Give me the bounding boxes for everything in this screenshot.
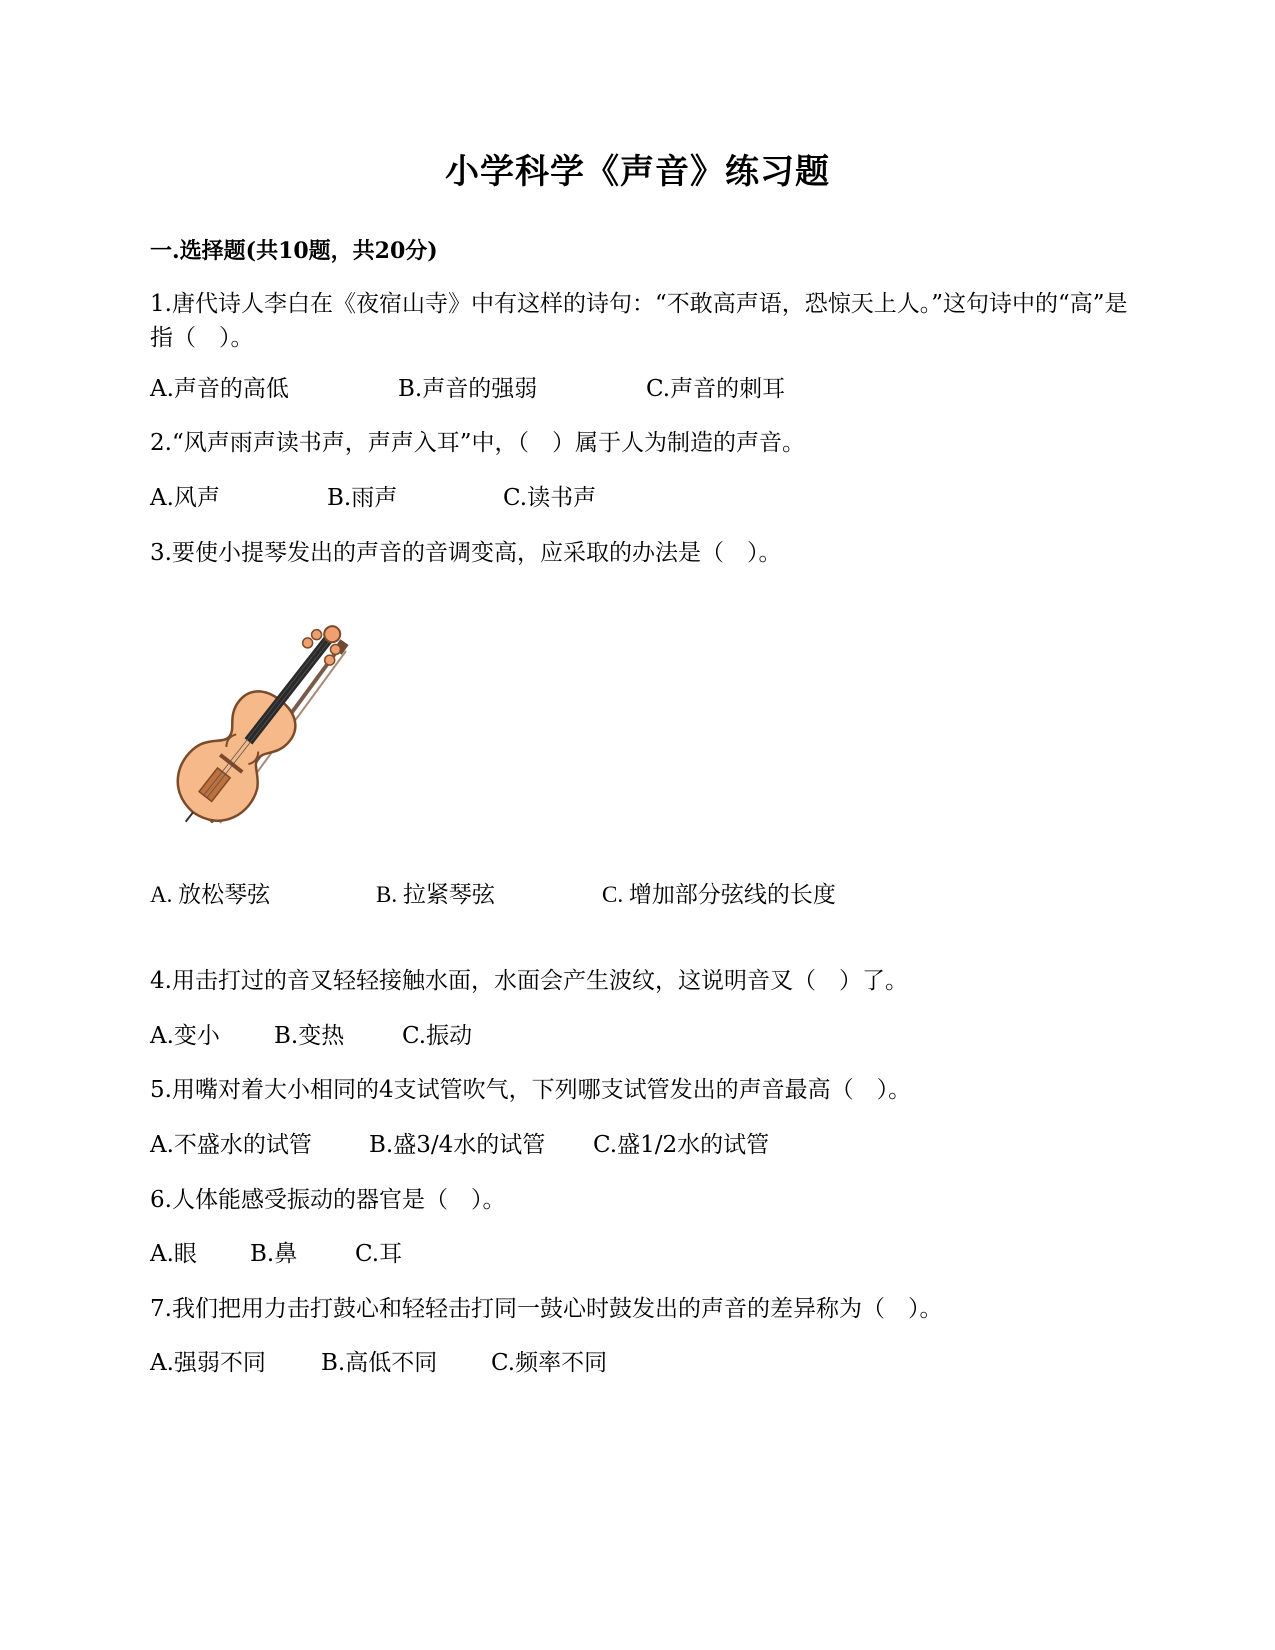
option-c[interactable]: C. 增加部分弦线的长度 [602,882,836,907]
option-c[interactable]: C.盛1/2水的试管 [593,1132,770,1158]
question-5-text: 5.用嘴对着大小相同的4支试管吹气，下列哪支试管发出的声音最高（ ）。 [150,1077,912,1103]
option-b[interactable]: B.高低不同 [321,1350,438,1376]
question-3-text: 3.要使小提琴发出的声音的音调变高，应采取的办法是（ ）。 [150,540,782,566]
option-b[interactable]: B.雨声 [327,485,398,511]
option-b[interactable]: B.盛3/4水的试管 [369,1132,546,1158]
question-1-text: 1.唐代诗人李白在《夜宿山寺》中有这样的诗句：“不敢高声语，恐惊天上人。”这句诗中的“高”是指（ ）。 [150,291,1128,351]
option-c[interactable]: C.振动 [402,1023,473,1049]
option-b[interactable]: B. 拉紧琴弦 [376,882,495,907]
question-6-text: 6.人体能感受振动的器官是（ ）。 [150,1187,506,1213]
violin-body [154,625,365,846]
option-a[interactable]: A.变小 [150,1023,220,1049]
option-c[interactable]: C.读书声 [503,485,597,511]
option-c[interactable]: C.频率不同 [491,1350,608,1376]
option-c[interactable]: C.声音的刺耳 [646,376,786,402]
option-a[interactable]: A.眼 [150,1241,197,1267]
option-b[interactable]: B.变热 [274,1023,345,1049]
option-a[interactable]: A.风声 [150,485,220,511]
page-title: 小学科学《声音》练习题 [445,152,830,192]
option-a[interactable]: A.强弱不同 [150,1350,266,1376]
question-4-text: 4.用击打过的音叉轻轻接触水面，水面会产生波纹，这说明音叉（ ）了。 [150,968,908,994]
violin-illustration [150,625,365,850]
option-b[interactable]: B.声音的强弱 [398,376,538,402]
option-a[interactable]: A.不盛水的试管 [150,1132,312,1158]
option-c[interactable]: C.耳 [355,1241,403,1267]
option-a[interactable]: A.声音的高低 [150,376,289,402]
option-b[interactable]: B.鼻 [250,1241,298,1267]
question-2-text: 2.“风声雨声读书声，声声入耳”中，（ ）属于人为制造的声音。 [150,430,805,456]
section-heading: 一.选择题(共10题，共20分) [150,238,438,264]
option-a[interactable]: A. 放松琴弦 [150,882,271,907]
question-7-text: 7.我们把用力击打鼓心和轻轻击打同一鼓心时鼓发出的声音的差异称为（ ）。 [150,1296,943,1322]
